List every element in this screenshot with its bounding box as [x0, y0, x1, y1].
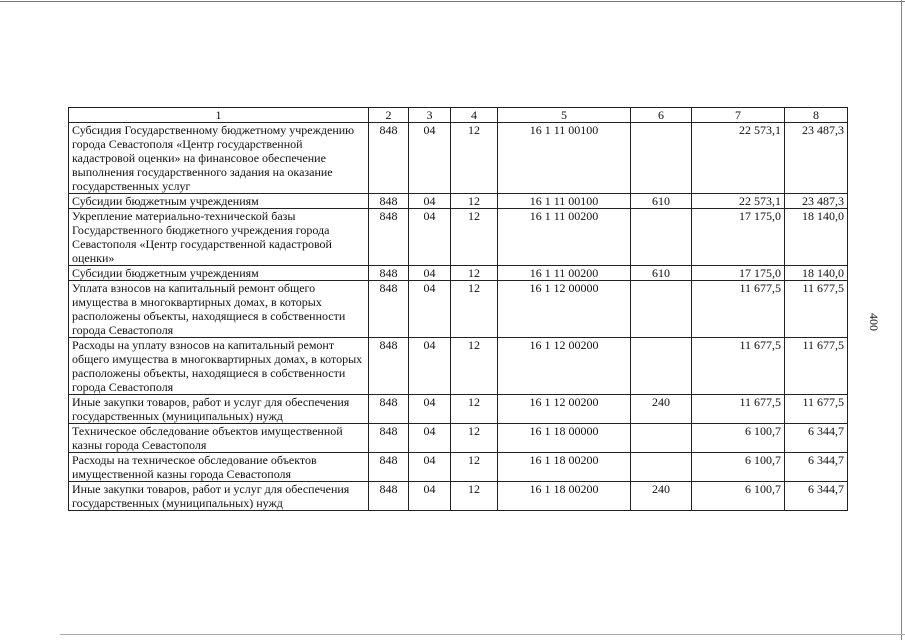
cell-col2: 848	[369, 482, 409, 511]
table-row	[69, 338, 848, 395]
cell-col7: 22 573,1	[692, 194, 785, 209]
table-row	[69, 194, 848, 209]
cell-col6: 610	[631, 266, 692, 281]
cell-name: Расходы на уплату взносов на капитальный ремонт общего имущества в многоквартирных домах, в которых расположены объекты, находящиеся в собственности города Севастополя	[69, 338, 369, 395]
scan-border-right	[901, 0, 902, 640]
cell-col6	[631, 424, 692, 453]
cell-col2: 848	[369, 281, 409, 338]
cell-name: Иные закупки товаров, работ и услуг для обеспечения государственных (муниципальных) нужд	[69, 482, 369, 511]
cell-col2: 848	[369, 453, 409, 482]
cell-col6: 610	[631, 194, 692, 209]
cell-col6	[631, 123, 692, 194]
column-header-2: 2	[369, 108, 409, 123]
cell-name: Расходы на техническое обследование объектов имущественной казны города Севастополя	[69, 453, 369, 482]
cell-col3: 04	[409, 453, 451, 482]
cell-col7: 11 677,5	[692, 395, 785, 424]
cell-col3: 04	[409, 123, 451, 194]
table-row	[69, 395, 848, 424]
table-row	[69, 424, 848, 453]
cell-col2: 848	[369, 194, 409, 209]
table-row	[69, 209, 848, 266]
table-row	[69, 123, 848, 194]
table-row	[69, 266, 848, 281]
cell-col2: 848	[369, 338, 409, 395]
cell-col7: 17 175,0	[692, 266, 785, 281]
table-header-row	[69, 108, 848, 123]
cell-col4: 12	[451, 194, 498, 209]
cell-col7: 6 100,7	[692, 424, 785, 453]
table-row	[69, 281, 848, 338]
cell-name: Иные закупки товаров, работ и услуг для обеспечения государственных (муниципальных) нужд	[69, 395, 369, 424]
cell-col4: 12	[451, 338, 498, 395]
column-header-6: 6	[631, 108, 692, 123]
cell-col2: 848	[369, 123, 409, 194]
scan-border-bottom	[60, 634, 905, 635]
cell-col5: 16 1 12 00000	[498, 281, 631, 338]
scan-border-top	[0, 1, 905, 2]
cell-name: Субсидия Государственному бюджетному учреждению города Севастополя «Центр государственной кадастровой оценки» на финансовое обеспечение выполнения государственного задания на оказание государственных услуг	[69, 123, 369, 194]
cell-name: Укрепление материально-технической базы Государственного бюджетного учреждения города Севастополя «Центр государственной кадастровой оценки»	[69, 209, 369, 266]
cell-col5: 16 1 12 00200	[498, 338, 631, 395]
cell-col5: 16 1 11 00100	[498, 194, 631, 209]
cell-col4: 12	[451, 281, 498, 338]
cell-col2: 848	[369, 395, 409, 424]
cell-col6	[631, 338, 692, 395]
cell-col4: 12	[451, 482, 498, 511]
cell-name: Уплата взносов на капитальный ремонт общего имущества в многоквартирных домах, в которых расположены объекты, находящиеся в собственности города Севастополя	[69, 281, 369, 338]
cell-col3: 04	[409, 194, 451, 209]
cell-col6	[631, 209, 692, 266]
cell-col6: 240	[631, 482, 692, 511]
cell-col8: 11 677,5	[785, 281, 848, 338]
cell-col3: 04	[409, 424, 451, 453]
cell-col3: 04	[409, 482, 451, 511]
cell-col4: 12	[451, 395, 498, 424]
cell-col3: 04	[409, 266, 451, 281]
column-header-4: 4	[451, 108, 498, 123]
cell-col8: 6 344,7	[785, 424, 848, 453]
cell-col4: 12	[451, 424, 498, 453]
cell-col5: 16 1 18 00200	[498, 453, 631, 482]
cell-col5: 16 1 12 00200	[498, 395, 631, 424]
cell-col8: 23 487,3	[785, 123, 848, 194]
cell-col5: 16 1 11 00100	[498, 123, 631, 194]
cell-col5: 16 1 11 00200	[498, 209, 631, 266]
cell-name: Субсидии бюджетным учреждениям	[69, 194, 369, 209]
column-header-7: 7	[692, 108, 785, 123]
cell-col7: 11 677,5	[692, 281, 785, 338]
cell-name: Субсидии бюджетным учреждениям	[69, 266, 369, 281]
cell-col3: 04	[409, 281, 451, 338]
cell-col2: 848	[369, 424, 409, 453]
cell-col5: 16 1 18 00200	[498, 482, 631, 511]
table-body	[69, 123, 848, 511]
cell-col5: 16 1 18 00000	[498, 424, 631, 453]
cell-col3: 04	[409, 338, 451, 395]
cell-col7: 6 100,7	[692, 453, 785, 482]
cell-col7: 22 573,1	[692, 123, 785, 194]
column-header-8: 8	[785, 108, 848, 123]
cell-col6	[631, 453, 692, 482]
cell-col8: 11 677,5	[785, 338, 848, 395]
table-row	[69, 482, 848, 511]
column-header-5: 5	[498, 108, 631, 123]
column-header-3: 3	[409, 108, 451, 123]
page-number: 400	[867, 313, 881, 331]
cell-col8: 6 344,7	[785, 482, 848, 511]
cell-col7: 6 100,7	[692, 482, 785, 511]
cell-col4: 12	[451, 266, 498, 281]
cell-name: Техническое обследование объектов имущественной казны города Севастополя	[69, 424, 369, 453]
cell-col4: 12	[451, 123, 498, 194]
cell-col7: 11 677,5	[692, 338, 785, 395]
cell-col8: 18 140,0	[785, 209, 848, 266]
cell-col3: 04	[409, 209, 451, 266]
cell-col8: 18 140,0	[785, 266, 848, 281]
cell-col4: 12	[451, 453, 498, 482]
table-row	[69, 453, 848, 482]
cell-col8: 6 344,7	[785, 453, 848, 482]
cell-col7: 17 175,0	[692, 209, 785, 266]
cell-col5: 16 1 11 00200	[498, 266, 631, 281]
cell-col6: 240	[631, 395, 692, 424]
cell-col8: 11 677,5	[785, 395, 848, 424]
cell-col8: 23 487,3	[785, 194, 848, 209]
cell-col6	[631, 281, 692, 338]
column-header-1: 1	[69, 108, 369, 123]
cell-col4: 12	[451, 209, 498, 266]
cell-col2: 848	[369, 266, 409, 281]
cell-col3: 04	[409, 395, 451, 424]
cell-col2: 848	[369, 209, 409, 266]
budget-table	[68, 107, 848, 511]
